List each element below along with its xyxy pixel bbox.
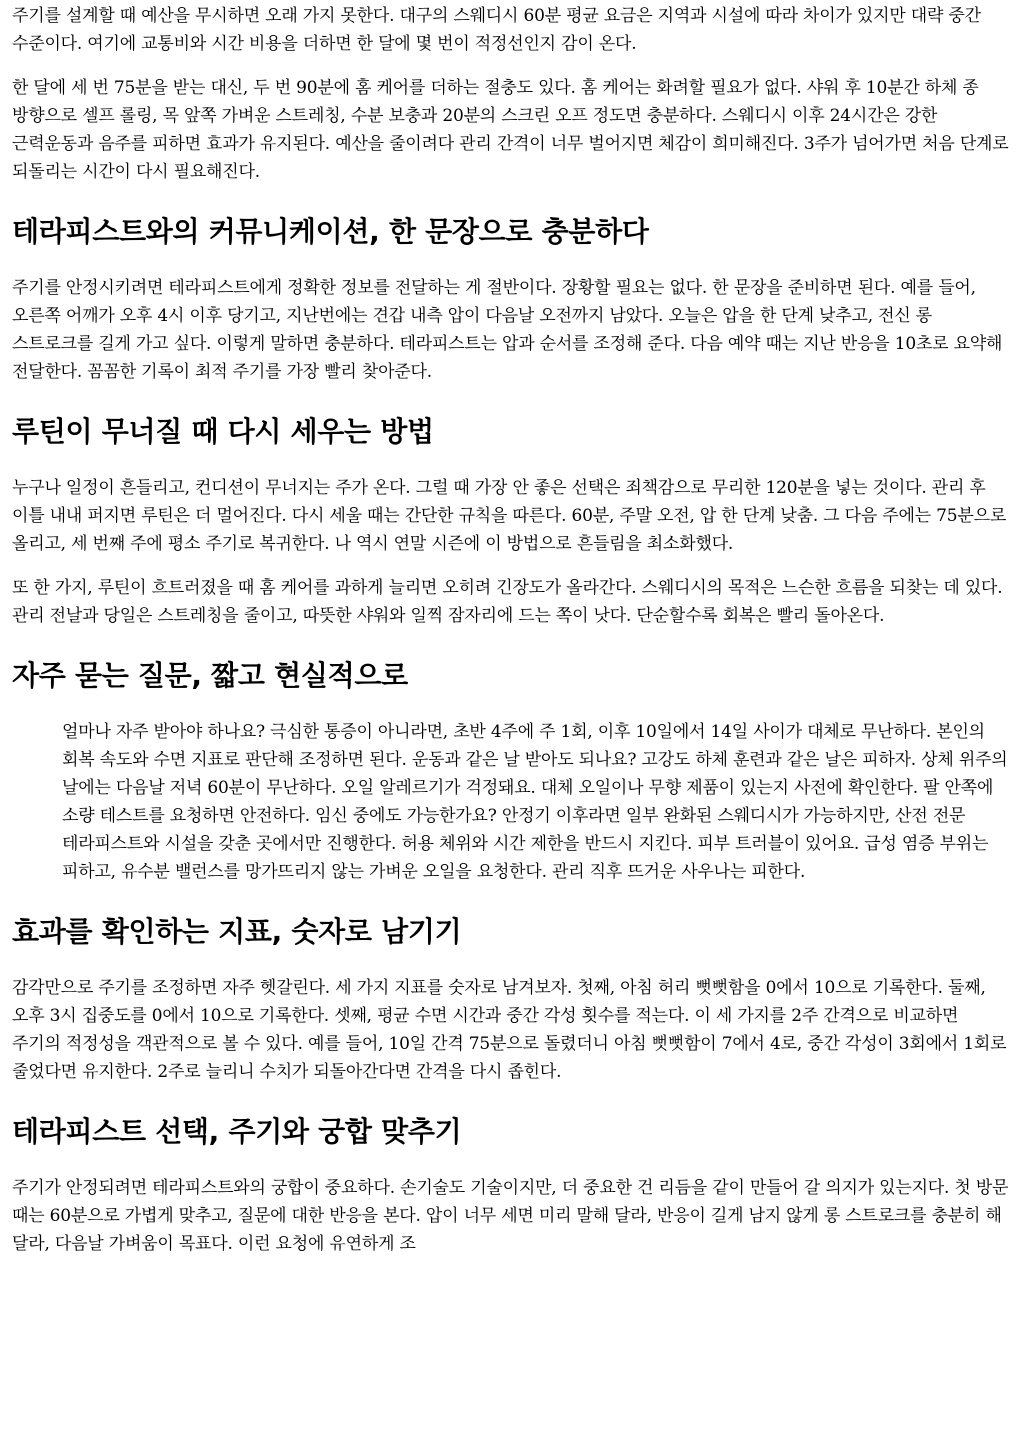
article: [12, 2, 1010, 1258]
intro-paragraph-2: 한 달에 세 번 75분을 받는 대신, 두 번 90분에 홈 케어를 더하는 절충도 있다. 홈 케어는 화려할 필요가 없다. 샤워 후 10분간 하체 종 방향으로 셀프 롤링, 목 앞쪽 가벼운 스트레칭, 수분 보충과 20분의 스크린 오프 정도면 충분하다. 스웨디시 이후 24시간은 강한 근력운동과 음주를 피하면 효과가 유지된다. 예산을 줄이려다 관리 간격이 너무 벌어지면 체감이 희미해진다. 3주가 넘어가면 처음 단계로 되돌리는 시간이 다시 필요해진다.: [12, 78, 1009, 182]
section-heading: 자주 묻는 질문, 짧고 현실적으로: [12, 659, 408, 692]
section-paragraph: 주기를 안정시키려면 테라피스트에게 정확한 정보를 전달하는 게 절반이다. 장황할 필요는 없다. 한 문장을 준비하면 된다. 예를 들어, 오른쪽 어깨가 오후 4시 이후 당기고, 지난번에는 견갑 내측 압이 다음날 오전까지 남았다. 오늘은 압을 한 단계 낮추고, 전신 롱 스트로크를 길게 가고 싶다. 이렇게 말하면 충분하다. 테라피스트는 압과 순서를 조정해 준다. 다음 예약 때는 지난 반응을 10초로 요약해 전달한다. 꼼꼼한 기록이 최적 주기를 가장 빨리 찾아준다.: [12, 278, 1003, 382]
section-therapist-selection: [12, 1114, 1010, 1258]
section-paragraph: 감각만으로 주기를 조정하면 자주 헷갈린다. 세 가지 지표를 숫자로 남겨보자. 첫째, 아침 허리 뻣뻣함을 0에서 10으로 기록한다. 둘째, 오후 3시 집중도를 0에서 10으로 기록한다. 셋째, 평균 수면 시간과 중간 각성 횟수를 적는다. 이 세 가지를 2주 간격으로 비교하면 주기의 적정성을 객관적으로 볼 수 있다. 예를 들어, 10일 간격 75분으로 돌렸더니 아침 뻣뻣함이 7에서 4로, 중간 각성이 3회에서 1회로 줄었다면 유지한다. 2주로 늘리니 수치가 되돌아간다면 간격을 다시 좁힌다.: [12, 978, 1007, 1082]
section-therapist-communication: [12, 214, 1010, 386]
section-paragraph: 주기가 안정되려면 테라피스트와의 궁합이 중요하다. 손기술도 기술이지만, 더 중요한 건 리듬을 같이 만들어 갈 의지가 있는지다. 첫 방문 때는 60분으로 가볍게 맞추고, 질문에 대한 반응을 본다. 압이 너무 세면 미리 말해 달라, 반응이 길게 남지 않게 롱 스트로크를 충분히 해 달라, 다음날 가벼움이 목표다. 이런 요청에 유연하게 조: [12, 1178, 1009, 1254]
faq-block: 얼마나 자주 받아야 하나요? 극심한 통증이 아니라면, 초반 4주에 주 1회, 이후 10일에서 14일 사이가 대체로 무난하다. 본인의 회복 속도와 수면 지표로 판단해 조정하면 된다. 운동과 같은 날 받아도 되나요? 고강도 하체 훈련과 같은 날은 피하자. 상체 위주의 날에는 다음날 저녁 60분이 무난하다. 오일 알레르기가 걱정돼요. 대체 오일이나 무향 제품이 있는지 사전에 확인한다. 팔 안쪽에 소량 테스트를 요청하면 안전하다. 임신 중에도 가능한가요? 안정기 이후라면 일부 완화된 스웨디시가 가능하지만, 산전 전문 테라피스트와 시설을 갖춘 곳에서만 진행한다. 허용 체위와 시간 제한을 반드시 지킨다. 피부 트러블이 있어요. 급성 염증 부위는 피하고, 유수분 밸런스를 망가뜨리지 않는 가벼운 오일을 요청한다. 관리 직후 뜨거운 사우나는 피한다.: [62, 722, 1008, 882]
section-paragraph: 또 한 가지, 루틴이 흐트러졌을 때 홈 케어를 과하게 늘리면 오히려 긴장도가 올라간다. 스웨디시의 목적은 느슨한 흐름을 되찾는 데 있다. 관리 전날과 당일은 스트레칭을 줄이고, 따뜻한 샤워와 일찍 잠자리에 드는 쪽이 낫다. 단순할수록 회복은 빨리 돌아온다.: [12, 578, 1003, 626]
section-heading: 테라피스트 선택, 주기와 궁합 맞추기: [12, 1115, 462, 1148]
section-heading: 효과를 확인하는 지표, 숫자로 남기기: [12, 915, 462, 948]
section-heading: 루틴이 무너질 때 다시 세우는 방법: [12, 415, 434, 448]
section-faq: [12, 658, 1010, 886]
section-paragraph: 누구나 일정이 흔들리고, 컨디션이 무너지는 주가 온다. 그럴 때 가장 안 좋은 선택은 죄책감으로 무리한 120분을 넣는 것이다. 관리 후 이틀 내내 퍼지면 루틴은 더 멀어진다. 다시 세울 때는 간단한 규칙을 따른다. 60분, 주말 오전, 압 한 단계 낮춤. 그 다음 주에는 75분으로 올리고, 세 번째 주에 평소 주기로 복귀한다. 나 역시 연말 시즌에 이 방법으로 흔들림을 최소화했다.: [12, 478, 1007, 554]
section-heading: 테라피스트와의 커뮤니케이션, 한 문장으로 충분하다: [12, 215, 649, 248]
section-routine-rebuild: [12, 414, 1010, 630]
intro-paragraph-1: 주기를 설계할 때 예산을 무시하면 오래 가지 못한다. 대구의 스웨디시 60분 평균 요금은 지역과 시설에 따라 차이가 있지만 대략 중간 수준이다. 여기에 교통비와 시간 비용을 더하면 한 달에 몇 번이 적정선인지 감이 온다.: [12, 6, 981, 54]
section-metrics: [12, 914, 1010, 1086]
